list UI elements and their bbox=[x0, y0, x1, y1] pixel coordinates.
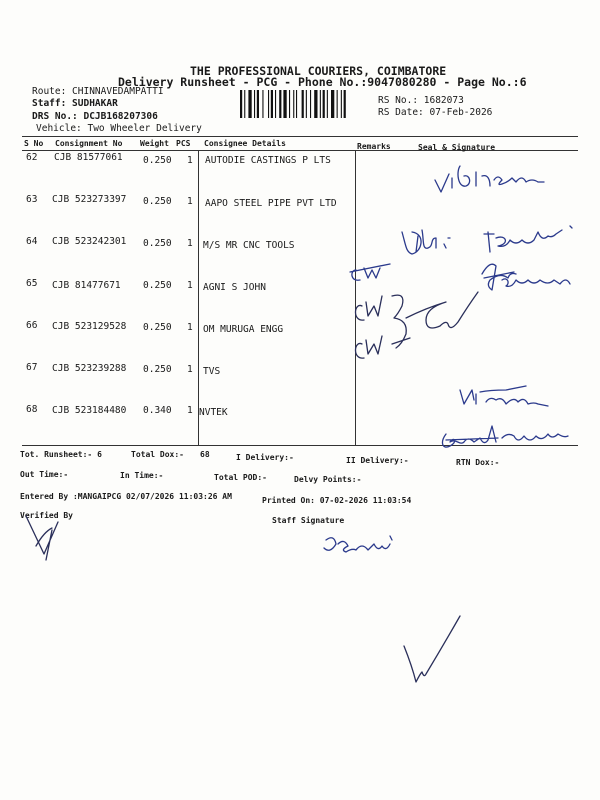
row-consignment: CJB 523239288 bbox=[52, 363, 127, 374]
staff-signature-label: Staff Signature bbox=[272, 516, 345, 525]
tot-runsheet: Tot. Runsheet:- 6 bbox=[20, 450, 102, 459]
row-pcs: 1 bbox=[187, 405, 193, 416]
row-consignee: M/S MR CNC TOOLS bbox=[203, 240, 295, 251]
staff-signature bbox=[320, 530, 400, 560]
vehicle: Vehicle: Two Wheeler Delivery bbox=[36, 123, 202, 134]
row-pcs: 1 bbox=[187, 238, 193, 249]
bottom-signature-mark bbox=[400, 608, 470, 688]
row-sno: 64 bbox=[26, 236, 38, 247]
staff: Staff: SUDHAKAR bbox=[32, 98, 118, 109]
remarks-cw-scribble bbox=[352, 282, 512, 362]
row-pcs: 1 bbox=[187, 364, 193, 375]
printed-on: Printed On: 07-02-2026 11:03:54 bbox=[262, 496, 412, 505]
col-consignee: Consignee Details bbox=[204, 139, 286, 148]
rtn-dox: RTN Dox:- bbox=[456, 458, 500, 467]
row-consignee: NVTEK bbox=[199, 407, 228, 418]
row-consignee: AUTODIE CASTINGS P LTS bbox=[205, 155, 331, 166]
ii-delivery: II Delivery:- bbox=[346, 456, 409, 465]
row-consignee: AGNI S JOHN bbox=[203, 282, 266, 293]
row-pcs: 1 bbox=[187, 322, 193, 333]
in-time: In Time:- bbox=[120, 471, 164, 480]
col-consignment: Consignment No bbox=[55, 139, 123, 148]
row-weight: 0.250 bbox=[143, 155, 172, 166]
total-pod: Total POD:- bbox=[214, 473, 267, 482]
company-name: THE PROFESSIONAL COURIERS, COIMBATORE bbox=[190, 64, 447, 78]
col-pcs: PCS bbox=[176, 139, 191, 148]
i-delivery: I Delivery:- bbox=[236, 453, 294, 462]
entered-by: Entered By :MANGAIPCG 02/07/2026 11:03:26 AM bbox=[20, 492, 232, 501]
row-consignment: CJB 523273397 bbox=[52, 194, 127, 205]
route: Route: CHINNAVEDAMPATTI bbox=[32, 86, 164, 97]
col-sno: S No bbox=[24, 139, 44, 148]
row-weight: 0.250 bbox=[143, 364, 172, 375]
col-remarks: Remarks bbox=[357, 142, 391, 151]
row-sno: 65 bbox=[26, 278, 38, 289]
total-dox-label: Total Dox:- bbox=[131, 450, 184, 459]
row-consignment: CJB 523184480 bbox=[52, 405, 127, 416]
rs-date: RS Date: 07-Feb-2026 bbox=[378, 107, 493, 118]
row-pcs: 1 bbox=[187, 196, 193, 207]
drs-number: DRS No.: DCJB168207306 bbox=[32, 111, 158, 122]
runsheet-title: Delivery Runsheet - PCG - Phone No.:9047080280 - Page No.:6 bbox=[118, 75, 527, 89]
verified-by: Verified By bbox=[20, 511, 73, 520]
row-pcs: 1 bbox=[187, 155, 193, 166]
row-consignment: CJB 523242301 bbox=[52, 236, 127, 247]
signature-row-64 bbox=[400, 220, 580, 260]
col-weight: Weight bbox=[140, 139, 169, 148]
total-dox-value: 68 bbox=[200, 450, 210, 459]
row-weight: 0.340 bbox=[143, 405, 172, 416]
row-consignee: TVS bbox=[203, 366, 221, 377]
signature-row-62 bbox=[420, 158, 570, 198]
row-weight: 0.250 bbox=[143, 322, 172, 333]
rs-number: RS No.: 1682073 bbox=[378, 95, 464, 106]
barcode bbox=[240, 90, 376, 118]
row-pcs: 1 bbox=[187, 280, 193, 291]
row-consignment: CJB 523129528 bbox=[52, 321, 127, 332]
col-seal-signature: Seal & Signature bbox=[418, 143, 496, 152]
row-sno: 67 bbox=[26, 362, 38, 373]
signature-row-68 bbox=[440, 422, 590, 458]
out-time: Out Time:- bbox=[20, 470, 69, 479]
row-sno: 63 bbox=[26, 194, 38, 205]
row-weight: 0.250 bbox=[143, 196, 172, 207]
signature-row-67 bbox=[440, 380, 590, 416]
row-consignee: OM MURUGA ENGG bbox=[203, 324, 284, 335]
row-consignment: CJB 81577061 bbox=[54, 152, 123, 163]
row-sno: 68 bbox=[26, 404, 38, 415]
row-consignment: CJB 81477671 bbox=[52, 280, 121, 291]
row-weight: 0.250 bbox=[143, 280, 172, 291]
row-consignee: AAPO STEEL PIPE PVT LTD bbox=[205, 198, 337, 209]
row-weight: 0.250 bbox=[143, 238, 172, 249]
verified-signature bbox=[22, 506, 72, 566]
row-sno: 66 bbox=[26, 320, 38, 331]
delvy-points: Delvy Points:- bbox=[294, 475, 362, 484]
row-sno: 62 bbox=[26, 152, 38, 163]
